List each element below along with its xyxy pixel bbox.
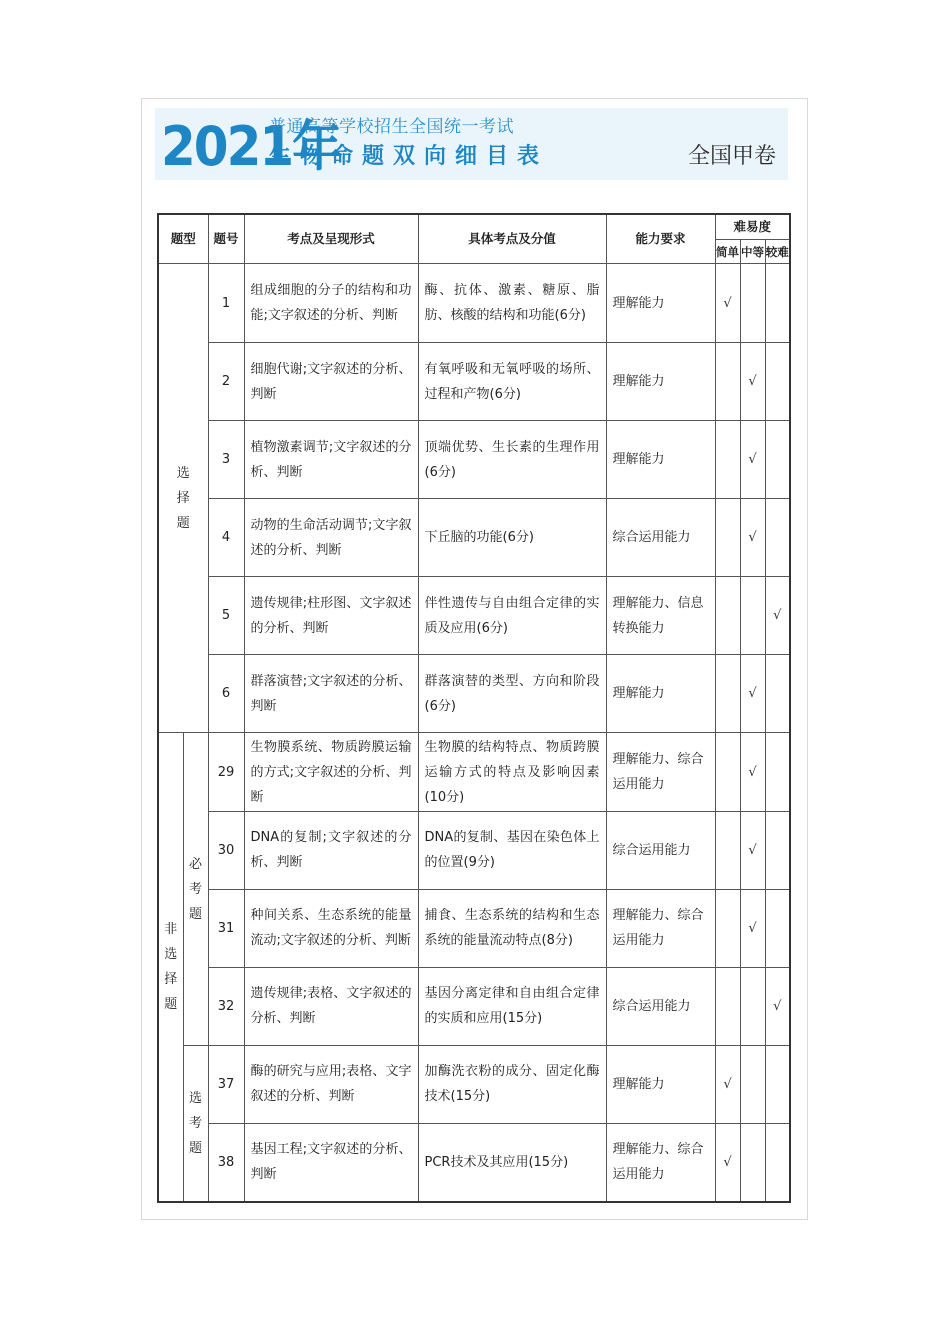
ability-cell: 理解能力、信息转换能力 xyxy=(606,577,715,655)
header-difficulty: 难易度 xyxy=(715,214,790,240)
topic-cell: 细胞代谢;文字叙述的分析、判断 xyxy=(244,343,418,421)
ability-cell: 理解能力 xyxy=(606,1045,715,1123)
difficulty-hard-cell xyxy=(765,343,790,421)
difficulty-easy-cell xyxy=(715,343,740,421)
table-row xyxy=(158,577,790,655)
header-detail: 具体考点及分值 xyxy=(418,214,606,264)
table-row xyxy=(158,967,790,1045)
check-mark-icon: √ xyxy=(748,374,757,390)
ability-cell: 理解能力、综合运用能力 xyxy=(606,733,715,811)
detail-cell: 酶、抗体、激素、糖原、脂肪、核酸的结构和功能(6分) xyxy=(418,264,606,343)
difficulty-medium-cell xyxy=(740,1123,765,1202)
ability-cell: 综合运用能力 xyxy=(606,499,715,577)
difficulty-hard-cell xyxy=(765,577,790,655)
ability-cell: 理解能力、综合运用能力 xyxy=(606,889,715,967)
topic-cell: 植物激素调节;文字叙述的分析、判断 xyxy=(244,421,418,499)
difficulty-hard-cell xyxy=(765,889,790,967)
banner-year: 2021年 xyxy=(161,115,341,178)
detail-cell: 基因分离定律和自由组合定律的实质和应用(15分) xyxy=(418,967,606,1045)
table-row xyxy=(158,343,790,421)
difficulty-hard-cell xyxy=(765,811,790,889)
group-required-cell xyxy=(183,733,208,1045)
detail-cell: 生物膜的结构特点、物质跨膜运输方式的特点及影响因素(10分) xyxy=(418,733,606,811)
detail-cell: 群落演替的类型、方向和阶段(6分) xyxy=(418,655,606,733)
table-row xyxy=(158,889,790,967)
detail-cell: 伴性遗传与自由组合定律的实质及应用(6分) xyxy=(418,577,606,655)
header-medium: 中等 xyxy=(740,240,765,264)
difficulty-easy-cell xyxy=(715,1045,740,1123)
ability-cell: 理解能力、综合运用能力 xyxy=(606,1123,715,1202)
question-number: 1 xyxy=(208,264,244,343)
check-mark-icon: √ xyxy=(773,608,782,624)
header-topic: 考点及呈现形式 xyxy=(244,214,418,264)
group-elective-cell xyxy=(183,1045,208,1202)
title-banner xyxy=(155,108,788,180)
difficulty-easy-cell xyxy=(715,889,740,967)
question-number: 31 xyxy=(208,889,244,967)
question-number: 29 xyxy=(208,733,244,811)
difficulty-medium-cell xyxy=(740,343,765,421)
difficulty-hard-cell xyxy=(765,1045,790,1123)
topic-cell: 种间关系、生态系统的能量流动;文字叙述的分析、判断 xyxy=(244,889,418,967)
ability-cell: 理解能力 xyxy=(606,343,715,421)
difficulty-medium-cell xyxy=(740,733,765,811)
topic-cell: DNA的复制;文字叙述的分析、判断 xyxy=(244,811,418,889)
detail-cell: 有氧呼吸和无氧呼吸的场所、过程和产物(6分) xyxy=(418,343,606,421)
banner-exam-name: 普通高等学校招生全国统一考试 xyxy=(269,117,514,137)
table-row xyxy=(158,655,790,733)
check-mark-icon: √ xyxy=(773,998,782,1014)
question-number: 37 xyxy=(208,1045,244,1123)
detail-cell: 加酶洗衣粉的成分、固定化酶技术(15分) xyxy=(418,1045,606,1123)
question-number: 4 xyxy=(208,499,244,577)
table-row xyxy=(158,733,790,811)
check-mark-icon: √ xyxy=(748,842,757,858)
difficulty-easy-cell xyxy=(715,655,740,733)
table-row xyxy=(158,811,790,889)
check-mark-icon: √ xyxy=(723,295,732,311)
header-easy: 简单 xyxy=(715,240,740,264)
difficulty-medium-cell xyxy=(740,264,765,343)
topic-cell: 组成细胞的分子的结构和功能;文字叙述的分析、判断 xyxy=(244,264,418,343)
difficulty-hard-cell xyxy=(765,967,790,1045)
question-number: 6 xyxy=(208,655,244,733)
difficulty-medium-cell xyxy=(740,967,765,1045)
table-row xyxy=(158,1123,790,1202)
difficulty-easy-cell xyxy=(715,264,740,343)
table-row xyxy=(158,264,790,343)
topic-cell: 生物膜系统、物质跨膜运输的方式;文字叙述的分析、判断 xyxy=(244,733,418,811)
difficulty-hard-cell xyxy=(765,655,790,733)
question-number: 2 xyxy=(208,343,244,421)
difficulty-medium-cell xyxy=(740,499,765,577)
check-mark-icon: √ xyxy=(748,530,757,546)
difficulty-easy-cell xyxy=(715,421,740,499)
banner-table-title: 生物命题双向细目表 xyxy=(269,144,549,169)
check-mark-icon: √ xyxy=(723,1076,732,1092)
detail-cell: DNA的复制、基因在染色体上的位置(9分) xyxy=(418,811,606,889)
check-mark-icon: √ xyxy=(748,920,757,936)
difficulty-hard-cell xyxy=(765,1123,790,1202)
group-non-choice-cell xyxy=(158,733,183,1202)
group-required: 必考题 xyxy=(188,856,202,922)
banner-edition: 全国甲卷 xyxy=(687,144,776,169)
difficulty-easy-cell xyxy=(715,811,740,889)
header-number: 题号 xyxy=(208,214,244,264)
detail-cell: 顶端优势、生长素的生理作用(6分) xyxy=(418,421,606,499)
topic-cell: 群落演替;文字叙述的分析、判断 xyxy=(244,655,418,733)
specification-table xyxy=(157,213,791,1203)
difficulty-hard-cell xyxy=(765,421,790,499)
difficulty-easy-cell xyxy=(715,1123,740,1202)
difficulty-medium-cell xyxy=(740,655,765,733)
check-mark-icon: √ xyxy=(723,1154,732,1170)
header-ability: 能力要求 xyxy=(606,214,715,264)
difficulty-medium-cell xyxy=(740,421,765,499)
ability-cell: 理解能力 xyxy=(606,421,715,499)
difficulty-easy-cell xyxy=(715,967,740,1045)
question-number: 32 xyxy=(208,967,244,1045)
ability-cell: 综合运用能力 xyxy=(606,811,715,889)
detail-cell: 下丘脑的功能(6分) xyxy=(418,499,606,577)
difficulty-medium-cell xyxy=(740,1045,765,1123)
header-hard: 较难 xyxy=(765,240,790,264)
question-number: 5 xyxy=(208,577,244,655)
group-choice-cell xyxy=(158,264,208,733)
difficulty-easy-cell xyxy=(715,733,740,811)
difficulty-medium-cell xyxy=(740,889,765,967)
difficulty-hard-cell xyxy=(765,264,790,343)
check-mark-icon: √ xyxy=(748,686,757,702)
question-number: 30 xyxy=(208,811,244,889)
topic-cell: 动物的生命活动调节;文字叙述的分析、判断 xyxy=(244,499,418,577)
difficulty-easy-cell xyxy=(715,499,740,577)
ability-cell: 理解能力 xyxy=(606,655,715,733)
group-non-choice: 非选择题 xyxy=(164,922,178,1013)
difficulty-easy-cell xyxy=(715,577,740,655)
detail-cell: 捕食、生态系统的结构和生态系统的能量流动特点(8分) xyxy=(418,889,606,967)
topic-cell: 遗传规律;柱形图、文字叙述的分析、判断 xyxy=(244,577,418,655)
group-choice: 选择题 xyxy=(176,465,190,531)
check-mark-icon: √ xyxy=(748,452,757,468)
difficulty-medium-cell xyxy=(740,577,765,655)
check-mark-icon: √ xyxy=(748,764,757,780)
topic-cell: 酶的研究与应用;表格、文字叙述的分析、判断 xyxy=(244,1045,418,1123)
difficulty-hard-cell xyxy=(765,499,790,577)
ability-cell: 理解能力 xyxy=(606,264,715,343)
question-number: 3 xyxy=(208,421,244,499)
table-row xyxy=(158,499,790,577)
table-row xyxy=(158,421,790,499)
table-row xyxy=(158,1045,790,1123)
difficulty-medium-cell xyxy=(740,811,765,889)
topic-cell: 基因工程;文字叙述的分析、判断 xyxy=(244,1123,418,1202)
topic-cell: 遗传规律;表格、文字叙述的分析、判断 xyxy=(244,967,418,1045)
table-body xyxy=(158,264,790,1203)
header-type: 题型 xyxy=(158,214,208,264)
ability-cell: 综合运用能力 xyxy=(606,967,715,1045)
group-elective: 选考题 xyxy=(188,1090,202,1156)
question-number: 38 xyxy=(208,1123,244,1202)
detail-cell: PCR技术及其应用(15分) xyxy=(418,1123,606,1202)
difficulty-hard-cell xyxy=(765,733,790,811)
